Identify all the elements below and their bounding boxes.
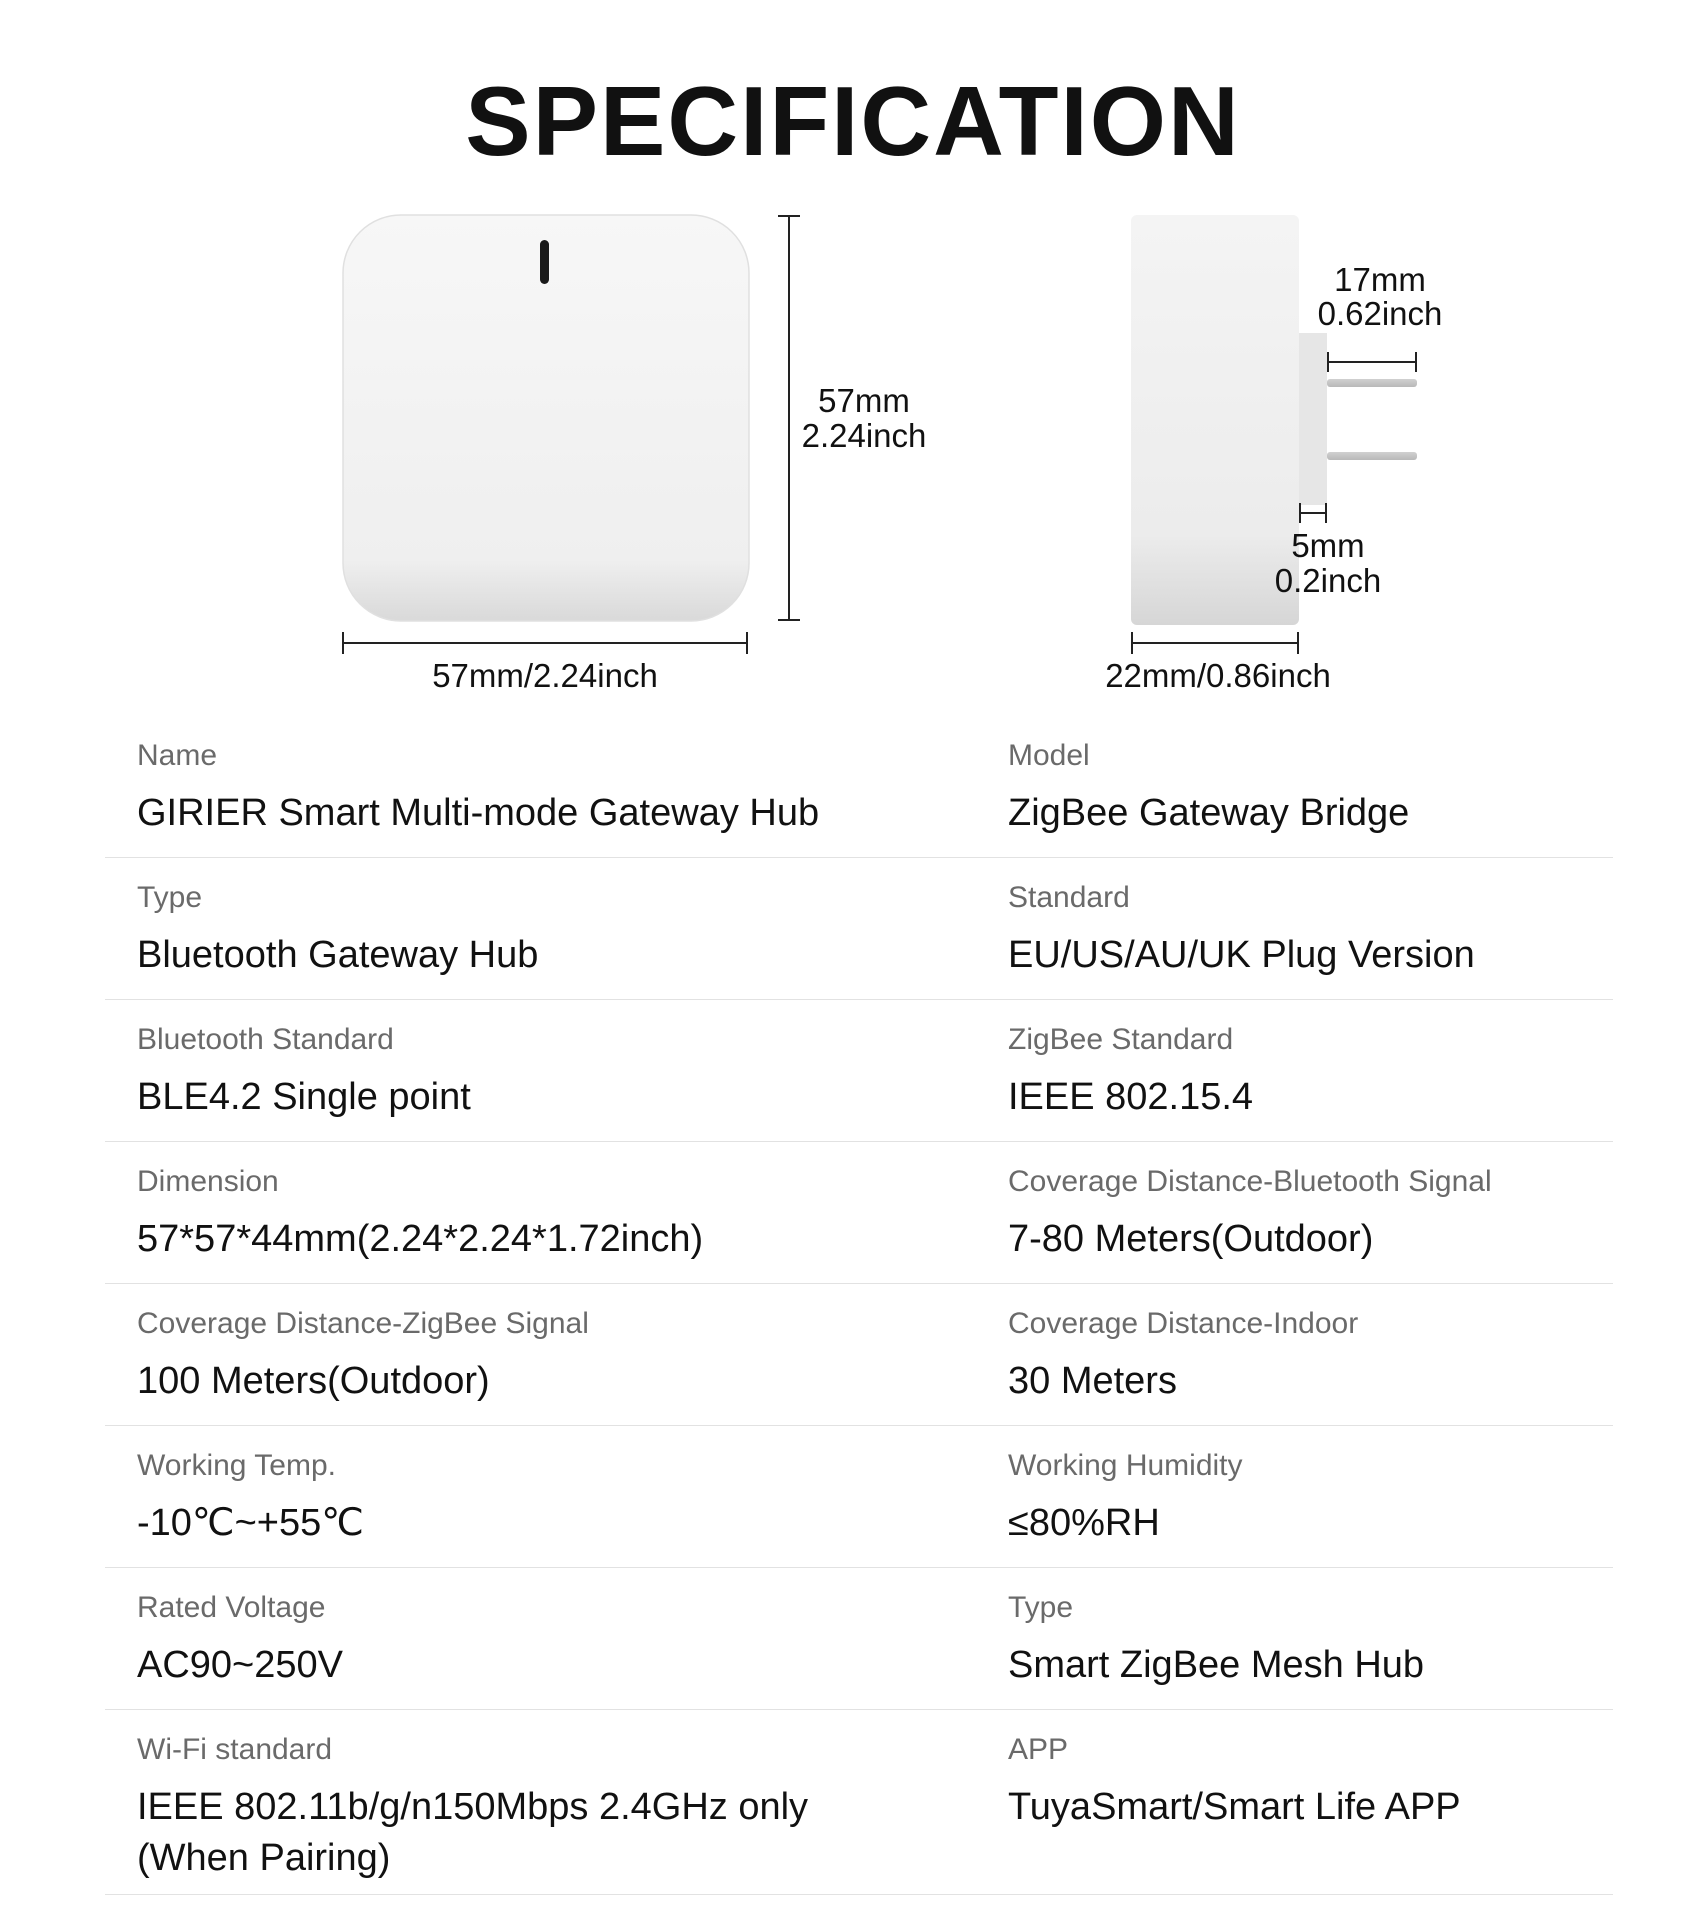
spec-label-type: Type [137, 881, 203, 914]
spec-cell [137, 1284, 957, 1407]
spec-label-zigbee-coverage: Coverage Distance-ZigBee Signal [137, 1307, 589, 1340]
spec-cell [137, 1568, 957, 1691]
spec-label-name: Name [137, 739, 218, 772]
spec-row [105, 1000, 1613, 1142]
spec-value-wifi-line1: IEEE 802.11b/g/n150Mbps 2.4GHz only [137, 1786, 809, 1828]
spec-cell [1008, 716, 1608, 839]
spec-label-bluetooth-standard: Bluetooth Standard [137, 1023, 394, 1056]
front-height-dimension-line [778, 216, 800, 620]
plug-base-icon [1299, 333, 1327, 505]
spec-value-type: Bluetooth Gateway Hub [137, 934, 539, 976]
spec-row [105, 1142, 1613, 1284]
spec-row [105, 1284, 1613, 1426]
spec-label-standard: Standard [1008, 881, 1130, 914]
spec-cell [137, 1000, 957, 1123]
spec-label-working-humidity: Working Humidity [1008, 1449, 1243, 1482]
plug-base-dimension-line [1300, 503, 1326, 523]
spec-cell [1008, 858, 1608, 981]
plug-base-mm-label: 5mm [1291, 527, 1365, 564]
spec-value-wifi-standard [137, 1782, 957, 1885]
front-height-inch-label: 2.24inch [801, 417, 927, 454]
plug-length-dimension-line [1328, 352, 1416, 372]
spec-row [105, 1710, 1613, 1895]
spec-label-indoor-coverage: Coverage Distance-Indoor [1008, 1307, 1359, 1340]
spec-row [105, 1426, 1613, 1568]
spec-label-app: APP [1008, 1733, 1069, 1766]
spec-label-working-temp: Working Temp. [137, 1449, 336, 1482]
spec-value-zigbee-coverage: 100 Meters(Outdoor) [137, 1360, 490, 1402]
spec-cell [137, 1142, 957, 1265]
spec-value-indoor-coverage: 30 Meters [1008, 1360, 1177, 1402]
spec-row [105, 716, 1613, 858]
plug-base-inch-label: 0.2inch [1274, 562, 1382, 599]
dimension-diagram [0, 0, 1706, 720]
spec-cell [137, 716, 957, 839]
spec-cell [137, 1710, 957, 1885]
plug-prong-icon [1327, 452, 1417, 460]
front-height-mm-label: 57mm [818, 382, 910, 419]
led-indicator-icon [540, 240, 549, 284]
spec-row [105, 858, 1613, 1000]
spec-label-zigbee-standard: ZigBee Standard [1008, 1023, 1234, 1056]
spec-value-wifi-line2: (When Pairing) [137, 1837, 391, 1880]
plug-prong-icon [1327, 379, 1417, 387]
spec-table [105, 716, 1613, 1895]
spec-value-working-temp: -10℃~+55℃ [137, 1502, 364, 1544]
spec-cell [1008, 1000, 1608, 1123]
page-title: SPECIFICATION [465, 66, 1241, 176]
spec-value-zigbee-standard: IEEE 802.15.4 [1008, 1076, 1254, 1118]
front-width-dimension-line [343, 632, 747, 654]
spec-row [105, 1568, 1613, 1710]
spec-value-model: ZigBee Gateway Bridge [1008, 792, 1410, 834]
spec-value-working-humidity: ≤80%RH [1008, 1502, 1160, 1544]
front-view-device-icon [343, 215, 749, 621]
spec-value-dimension: 57*57*44mm(2.24*2.24*1.72inch) [137, 1218, 704, 1260]
spec-value-rated-voltage: AC90~250V [137, 1644, 343, 1686]
spec-cell [1008, 1710, 1608, 1833]
spec-cell [1008, 1568, 1608, 1691]
side-depth-dimension-line [1132, 632, 1298, 654]
spec-value-hub-type: Smart ZigBee Mesh Hub [1008, 1644, 1425, 1686]
spec-cell [137, 858, 957, 981]
spec-value-bluetooth-coverage: 7-80 Meters(Outdoor) [1008, 1218, 1374, 1260]
spec-label-hub-type: Type [1008, 1591, 1074, 1624]
spec-cell [1008, 1426, 1608, 1549]
spec-value-standard: EU/US/AU/UK Plug Version [1008, 934, 1475, 976]
plug-length-mm-label: 17mm [1334, 261, 1426, 298]
spec-label-bluetooth-coverage: Coverage Distance-Bluetooth Signal [1008, 1165, 1492, 1198]
plug-length-inch-label: 0.62inch [1317, 295, 1443, 332]
spec-value-app: TuyaSmart/Smart Life APP [1008, 1786, 1461, 1828]
spec-cell [137, 1426, 957, 1549]
spec-cell [1008, 1284, 1608, 1407]
spec-label-dimension: Dimension [137, 1165, 279, 1198]
spec-label-model: Model [1008, 739, 1090, 772]
spec-value-bluetooth-standard: BLE4.2 Single point [137, 1076, 471, 1118]
spec-label-wifi-standard: Wi-Fi standard [137, 1733, 333, 1766]
side-depth-label: 22mm/0.86inch [1105, 657, 1331, 694]
spec-value-name: GIRIER Smart Multi-mode Gateway Hub [137, 792, 820, 834]
spec-label-rated-voltage: Rated Voltage [137, 1591, 326, 1624]
spec-cell [1008, 1142, 1608, 1265]
front-width-label: 57mm/2.24inch [432, 657, 658, 694]
